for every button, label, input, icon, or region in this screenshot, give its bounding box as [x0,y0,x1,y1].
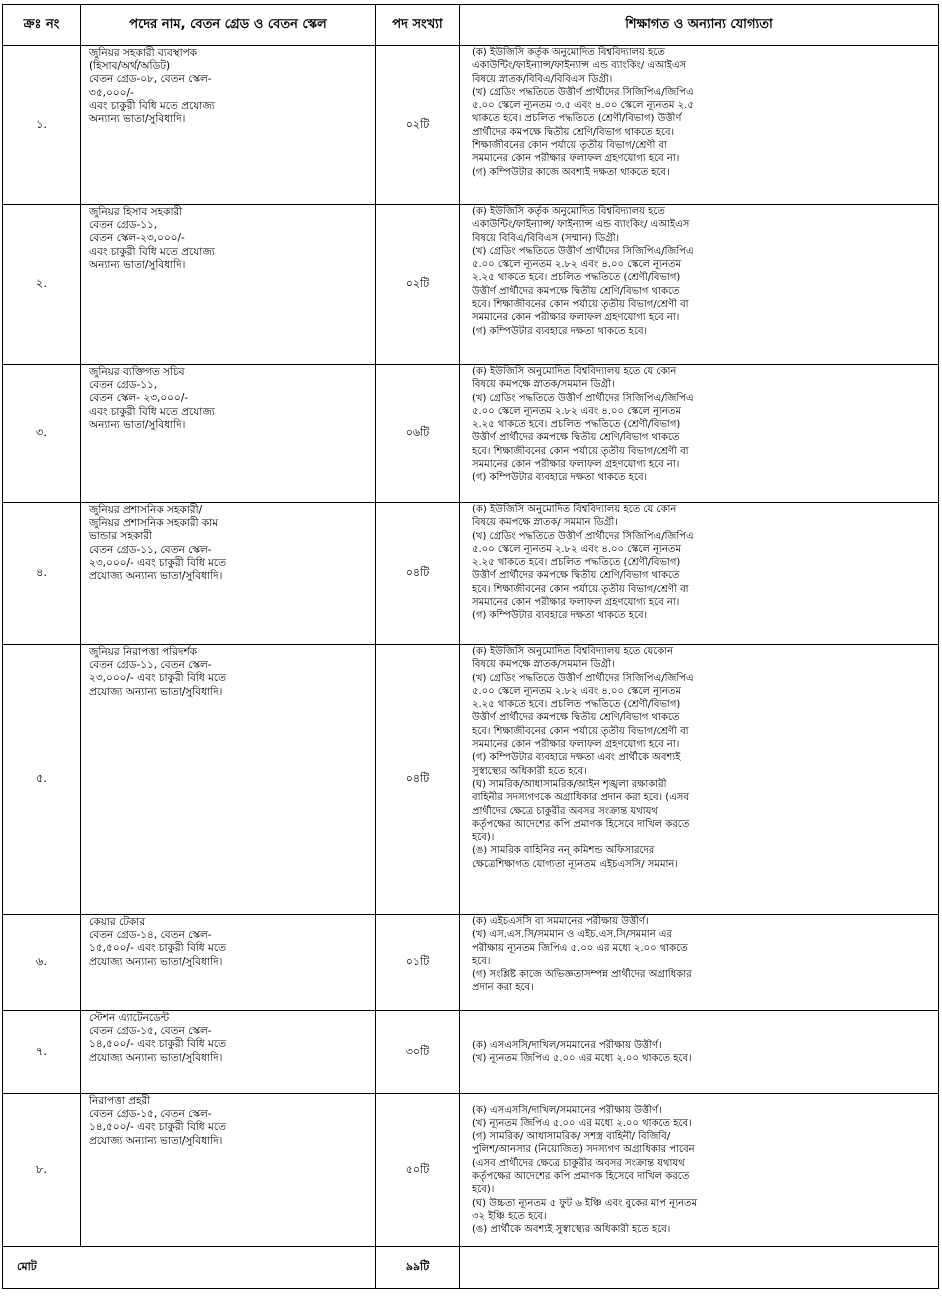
qualification-line: উত্তীর্ণ প্রার্থীদের কমপক্ষে দ্বিতীয় শ্রেণি/বিভাগ থাকতে [472,432,680,444]
qualification-line: পুলিশ/আনসার (নিয়োজিত) সদস্যগণ অগ্রাধিকার পাবেন [472,1144,695,1156]
qualification-line: বাহিনীর সদস্যগণকে অগ্রাধিকার প্রদান করা হবে। (এসব [472,792,689,804]
qualification-line: ২.২৫ থাকতে হবে। প্রচলিত পদ্ধতিতে (শ্রেণী/বিভাগ) [472,419,681,431]
qualification-line: (ঘ) উচ্চতা ন্যূনতম ৫ ফুট ৬ ইঞ্চি এবং বুকের মাপ ন্যূনতম [472,1197,698,1209]
qualification-line: (গ) কম্পিউটার ব্যবহারে দক্ষতা থাকতে হবে। [472,610,648,622]
qualification-line: ক্ষেত্রেশিক্ষাগত যোগ্যতা ন্যূনতম এইচএসসি/ সমমান। [472,858,678,870]
qualification-line: পরীক্ষায় ন্যূনতম জিপিএ ৫.০০ এর মধ্যে ২.০০ থাকতে [472,942,688,954]
total-empty-cell [460,1247,939,1289]
qualification-line: ৫.০০ স্কেলে ন্যূনতম ২.৮২ এবং ৪.০০ স্কেলে ন্যূনতম [472,405,681,417]
post-line: ভান্ডার সহকারী [89,530,153,543]
qualification-line: বিষয়ে কমপক্ষে স্নাতক/সমমান ডিগ্রী। [472,379,615,391]
count-cell: ৩০টি [376,1011,460,1094]
qualification-cell [460,365,939,503]
total-row [3,1247,939,1289]
qualification-line: উত্তীর্ণ প্রার্থীদের কমপক্ষে দ্বিতীয় শ্রেণি/বিভাগ থাকতে [472,570,680,582]
header-serial: ক্রঃ নং [3,5,81,46]
post-line: বেতন গ্রেড-১১, [89,379,158,392]
qualification-line: ৫.০০ স্কেলে ন্যূনতম ৩.৫ এবং ৪.০০ স্কেলে ন্যূনতম ২.৫ [472,100,694,112]
qualification-line: (ঙ) সামরিক বাহিনির নন্ কমিশন্ড অফিসারদের [472,845,655,857]
post-line: ২৩,০০০/- এবং চাকুরী বিধি মতে [89,556,227,569]
post-line: বেতন গ্রেড-১৫, বেতন স্কেল- [89,1025,212,1038]
qualification-line: কর্তৃপক্ষের আদেশের কপি প্রমাণক হিসেবে দাখিল করতে [472,1171,690,1182]
post-line: প্রযোজ্য অন্যান্য ভাতা/সুবিধাদি। [89,955,223,968]
post-line: ১৪,৫০০/- এবং চাকুরী বিধি মতে [89,1038,226,1051]
serial-cell: ১. [3,46,81,205]
qualification-line: সমমানের কোন পরীক্ষার ফলাফল গ্রহণযোগ্য হবে না। [472,597,680,609]
header-count: পদ সংখ্যা [376,5,460,46]
qualification-line: ৫.০০ স্কেলে ন্যূনতম ২.৮২ এবং ৪.০০ স্কেলে ন্যূনতম [472,259,681,271]
post-line: প্রযোজ্য অন্যান্য ভাতা/সুবিধাদি। [89,570,223,583]
qualification-line: সমমানের কোন পরীক্ষার ফলাফল গ্রহণযোগ্য হবে না। [472,153,680,165]
post-line: এবং চাকুরী বিধি মতে প্রযোজ্য [89,245,215,258]
qualification-line: (খ) গ্রেডিং পদ্ধতিতে উত্তীর্ণ প্রার্থীদের সিজিপিএ/জিপিএ [472,392,694,404]
serial-cell: ৬. [3,915,81,1011]
qualification-line: (ঙ) প্রার্থীকে অবশ্যই সুস্বাস্থ্যের অধিকারী হতে হবে। [472,1224,671,1236]
header-post: পদের নাম, বেতন গ্রেড ও বেতন স্কেল [81,5,376,46]
serial-cell: ৫. [3,645,81,915]
qualification-line: বিষয়ে স্নাতক/বিবিএ/বিবিএস ডিগ্রী। [472,73,613,85]
qualification-cell [460,915,939,1011]
qualification-line: বিষয়ে বিবিএ/বিবিএস (সম্মান) ডিগ্রী। [472,232,620,244]
serial-cell: ৪. [3,503,81,645]
qualification-line: (ক) ইউজিসি কর্তৃক অনুমোদিত বিশ্ববিদ্যালয় হতে [472,206,665,217]
qualification-line: (গ) সংশ্লিষ্ট কাজে অভিজ্ঞতাসম্পন্ন প্রার্থীদের অগ্রাধিকার [472,969,692,981]
qualification-cell [460,205,939,365]
serial-cell: ৭. [3,1011,81,1094]
qualification-line: প্রদান করা হবে। [472,982,534,994]
count-cell: ০৬টি [376,365,460,503]
post-line: (হিসাব/অর্থ/অডিট) [89,60,171,73]
qualification-line: সমমানের কোন পরীক্ষার ফলাফল গ্রহণযোগ্য হবে না। [472,312,680,324]
qualification-line: (ক) ইউজিসি অনুমোদিত বিশ্ববিদ্যালয় হতে যে কোন [472,366,677,377]
serial-cell: ৮. [3,1094,81,1247]
qualification-line: (ক) ইউজিসি কর্তৃক অনুমোদিত বিশ্ববিদ্যালয় হতে [472,47,665,58]
count-cell: ০২টি [376,46,460,205]
post-line: বেতন গ্রেড-১১, বেতন স্কেল- [89,659,212,672]
qualification-line: সুস্বাস্থ্যের অধিকারী হতে হবে। [472,765,587,777]
serial-cell: ৩. [3,365,81,503]
qualification-line: হবে। শিক্ষাজীবনের কোন পর্যায়ে তৃতীয় বিভাগ/শ্রেণী বা [472,725,689,737]
qualification-line: (গ) কম্পিউটার ব্যবহারে দক্ষতা থাকতে হবে। [472,472,648,484]
qualification-line: উত্তীর্ণ প্রার্থীদের কমপক্ষে দ্বিতীয় শ্রেণি/বিভাগ থাকতে [472,285,680,297]
qualification-line: (ক) এইচএসসি বা সমমানের পরীক্ষায় উত্তীর্ণ। [472,916,649,927]
table-row [3,365,939,503]
count-cell: ৫০টি [376,1094,460,1247]
post-line: নিরাপত্তা প্রহরী [89,1095,151,1107]
qualification-line: (খ) ন্যূনতম জিপিএ ৫.০০ এর মধ্যে ২.০০ থাকতে হবে। [472,1117,692,1129]
qualification-line: ৫.০০ স্কেলে ন্যূনতম ২.৮২ এবং ৪.০০ স্কেলে ন্যূনতম [472,543,681,555]
qualification-line: শিক্ষাজীবনের কোন পর্যায়ে তৃতীয় বিভাগ/শ্রেণী বা [472,140,667,152]
qualification-line: হবে। শিক্ষাজীবনের কোন পর্যায়ে তৃতীয় বিভাগ/শ্রেণী বা [472,299,689,311]
qualification-line: (খ) গ্রেডিং পদ্ধতিতে উত্তীর্ণ প্রার্থীদের সিজিপিএ/জিপিএ [472,245,694,257]
count-cell: ০৪টি [376,645,460,915]
qualification-line: (গ) কম্পিউটার ব্যবহারে দক্ষতা থাকতে হবে। [472,325,648,337]
post-line: অন্যান্য ভাতা/সুবিধাদি। [89,418,186,431]
qualification-line: (খ) গ্রেডিং পদ্ধতিতে উত্তীর্ণ প্রার্থীদের সিজিপিএ/জিপিএ [472,672,694,684]
count-cell: ০৪টি [376,503,460,645]
qualification-line: (গ) কম্পিউটার কাজে অবশ্যই দক্ষতা থাকতে হবে। [472,166,670,178]
table-row [3,1011,939,1094]
post-line: জুনিয়র ব্যক্তিগত সচিব [89,366,185,378]
post-line: বেতন গ্রেড-১১, বেতন স্কেল- [89,543,212,556]
post-cell [81,1094,376,1247]
post-line: জুনিয়র নিরাপত্তা পরিদর্শক [89,646,198,658]
post-line: বেতন স্কেল-২৩,০০০/- [89,232,185,245]
table-row [3,46,939,205]
count-cell: ০১টি [376,915,460,1011]
qualification-line: (ঘ) সামরিক/আধাসামরিক/আইন শৃঙ্খলা রক্ষাকারী [472,778,667,790]
post-cell [81,503,376,645]
post-cell [81,645,376,915]
post-line: স্টেশন এ্যাটেনডেন্ট [89,1012,170,1024]
post-line: কেয়ার টেকার [89,916,146,928]
qualification-cell [460,46,939,205]
qualification-line: (খ) এস.এস.সি/সমমান ও এইচ.এস.সি/সমমান এর [472,929,672,941]
post-line: প্রযোজ্য অন্যান্য ভাতা/সুবিধাদি। [89,685,223,698]
post-line: এবং চাকুরী বিধি মতে প্রযোজ্য [89,99,215,112]
post-line: ২৩,০০০/- এবং চাকুরী বিধি মতে [89,672,227,685]
jobs-table [2,4,939,1289]
qualification-line: প্রার্থীদের কমপক্ষে দ্বিতীয় শ্রেণি/বিভাগ থাকতে হবে। [472,126,675,138]
post-cell [81,1011,376,1094]
total-label: মোট [3,1247,376,1289]
qualification-line: (ক) এসএসসি/দাখিল/সমমানের পরীক্ষায় উত্তীর্ণ। [472,1039,662,1051]
post-line: বেতন স্কেল- ২৩,০০০/- [89,392,189,405]
table-row [3,205,939,365]
qualification-line: (গ) সামরিক/ আধাসামরিক/ সশস্ত্র বাহিনী/ বিজিবি/ [472,1131,671,1143]
qualification-line: হবে। শিক্ষাজীবনের কোন পর্যায়ে তৃতীয় বিভাগ/শ্রেণী বা [472,445,689,457]
post-line: জুনিয়র প্রশাসনিক সহকারী/ [89,504,203,516]
qualification-line: সমমানের কোন পরীক্ষার ফলাফল গ্রহণযোগ্য হবে না। [472,739,680,751]
qualification-line: প্রার্থীদের ক্ষেত্রে চাকুরীর অবসর সংক্রান্ত যথাযথ [472,805,658,817]
header-qualification: শিক্ষাগত ও অন্যান্য যোগ্যতা [460,5,939,46]
qualification-line: কর্তৃপক্ষের আদেশের কপি প্রমাণক হিসেবে দাখিল করতে [472,818,690,830]
qualification-cell [460,1094,939,1247]
total-count: ৯৯টি [376,1247,460,1289]
qualification-line: হবে)। [472,1184,495,1196]
qualification-line: (ক) ইউজিসি অনুমোদিত বিশ্ববিদ্যালয় হতে যে কোন [472,504,677,515]
post-cell [81,46,376,205]
post-line: প্রযোজ্য অন্যান্য ভাতা/সুবিধাদি। [89,1051,223,1064]
qualification-line: হবে)। [472,832,495,844]
qualification-line: হবে। শিক্ষাজীবনের কোন পর্যায়ে তৃতীয় বিভাগ/শ্রেণী বা [472,583,689,595]
qualification-line: সমমানের কোন পরীক্ষার ফলাফল গ্রহণযোগ্য হবে না। [472,459,680,471]
post-line: এবং চাকুরী বিধি মতে প্রযোজ্য [89,405,215,418]
table-row [3,1094,939,1247]
qualification-line: ৫.০০ স্কেলে ন্যূনতম ২.৮২ এবং ৪.০০ স্কেলে ন্যূনতম [472,685,681,697]
qualification-line: একাউন্টিং/ফাইন্যান্স/ফাইন্যান্স এন্ড ব্যাংকিং/ এআইএস [472,60,687,72]
post-line: ৩৫,০০০/- [89,86,134,99]
qualification-cell [460,645,939,915]
header-row [3,5,939,46]
qualification-line: বিষয়ে কমপক্ষে স্নাতক/ সমমান ডিগ্রী। [472,517,618,529]
post-line: বেতন গ্রেড-০৮, বেতন স্কেল- [89,73,212,86]
qualification-line: (খ) গ্রেডিং পদ্ধতিতে উত্তীর্ণ প্রার্থীদের সিজিপিএ/জিপিএ [472,86,694,98]
count-cell: ০২টি [376,205,460,365]
qualification-line: (ক) এসএসসি/দাখিল/সমমানের পরীক্ষায় উত্তীর্ণ। [472,1104,662,1116]
qualification-line: ২.২৫ থাকতে হবে। প্রচলিত পদ্ধতিতে (শ্রেণী/বিভাগ) [472,699,681,711]
qualification-line: ২.২৫ থাকতে হবে। প্রচলিত পদ্ধতিতে (শ্রেণী/বিভাগ) [472,272,681,284]
qualification-line: (খ) গ্রেডিং পদ্ধতিতে উত্তীর্ণ প্রার্থীদের সিজিপিএ/জিপিএ [472,530,694,542]
qualification-line: উত্তীর্ণ প্রার্থীদের কমপক্ষে দ্বিতীয় শ্রেণি/বিভাগ থাকতে [472,712,680,724]
qualification-line: (এসব প্রার্থীদের ক্ষেত্রে চাকুরীর অবসর সংক্রান্ত যথাযথ [472,1157,685,1169]
post-line: বেতন গ্রেড-১৫, বেতন স্কেল- [89,1108,212,1121]
serial-cell: ২. [3,205,81,365]
post-line: জুনিয়র হিসাব সহকারী [89,206,183,218]
post-line: ১৫,৫০০/- এবং চাকুরী বিধি মতে [89,942,226,955]
post-line: অন্যান্য ভাতা/সুবিধাদি। [89,258,186,271]
qualification-line: থাকতে হবে। প্রচলিত পদ্ধতিতে (শ্রেণী/বিভাগ) উত্তীর্ণ [472,113,682,125]
table-row [3,645,939,915]
post-cell [81,365,376,503]
qualification-line: (গ) কম্পিউটার ব্যবহারে দক্ষতা এবং প্রার্থীকে অবশ্যই [472,752,681,764]
qualification-line: (খ) ন্যূনতম জিপিএ ৫.০০ এর মধ্যে ২.০০ থাকতে হবে। [472,1053,692,1064]
qualification-line: হবে। [472,955,491,967]
post-line: অন্যান্য ভাতা/সুবিধাদি। [89,113,186,126]
post-line: জুনিয়র সহকারী ব্যবস্থাপক [89,47,198,59]
qualification-line: বিষয়ে কমপক্ষে স্নাতক/সমমান ডিগ্রী। [472,659,615,671]
qualification-line: ৩২ ইঞ্চি হতে হবে। [472,1210,547,1222]
post-line: বেতন গ্রেড-১৪, বেতন স্কেল- [89,929,212,942]
qualification-cell [460,1011,939,1094]
qualification-line: (ক) ইউজিসি অনুমোদিত বিশ্ববিদ্যালয় হতে যেকোন [472,646,674,657]
post-line: প্রযোজ্য অন্যান্য ভাতা/সুবিধাদি। [89,1134,223,1147]
post-line: জুনিয়র প্রশাসনিক সহকারী কাম [89,517,219,530]
post-cell [81,915,376,1011]
qualification-line: একাউন্টিং/ফাইন্যান্স/ ফাইন্যান্স এন্ড ব্যাংকিং/ এআইএস [472,219,690,231]
table-row [3,915,939,1011]
post-line: ১৪,৫০০/- এবং চাকুরী বিধি মতে [89,1121,226,1134]
table-row [3,503,939,645]
post-line: বেতন গ্রেড-১১, [89,219,158,232]
post-cell [81,205,376,365]
qualification-cell [460,503,939,645]
qualification-line: ২.২৫ থাকতে হবে। প্রচলিত পদ্ধতিতে (শ্রেণী/বিভাগ) [472,557,681,569]
